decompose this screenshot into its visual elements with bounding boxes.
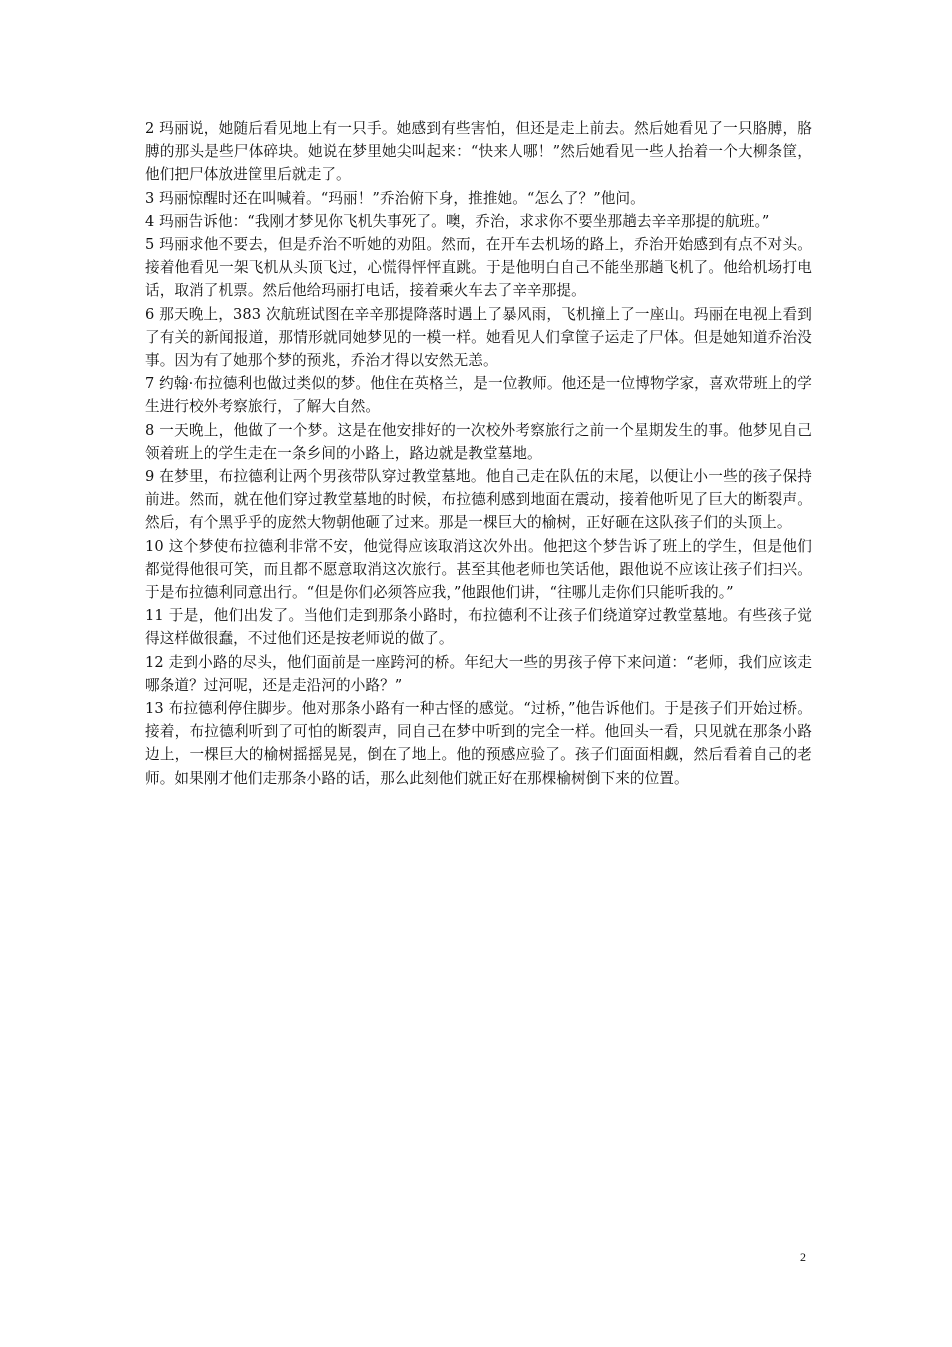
paragraph-12: 12 走到小路的尽头，他们面前是一座跨河的桥。年纪大一些的男孩子停下来问道：“老师，我们应该走哪条道？过河呢，还是走沿河的小路？” (145, 653, 812, 694)
paragraph-10: 10 这个梦使布拉德利非常不安，他觉得应该取消这次外出。他把这个梦告诉了班上的学生，但是他们都觉得他很可笑，而且都不愿意取消这次旅行。甚至其他老师也笑话他，跟他说不应该让孩子们扫兴。于是布拉德利同意出行。“但是你们必须答应我，”他跟他们讲，“往哪儿走你们只能听我的。” (145, 537, 812, 602)
page-number: 2 (800, 1250, 806, 1264)
paragraph-3: 3 玛丽惊醒时还在叫喊着。“玛丽！”乔治俯下身，推推她。“怎么了？”他问。 (145, 189, 645, 207)
paragraph-2: 2 玛丽说，她随后看见地上有一只手。她感到有些害怕，但还是走上前去。然后她看见了一只胳膊，胳膊的那头是些尸体碎块。她说在梦里她尖叫起来：“快来人哪！”然后她看见一些人抬着一个大柳条筐，他们把尸体放进筐里后就走了。 (145, 120, 812, 184)
paragraph-7: 7 约翰·布拉德利也做过类似的梦。他住在英格兰，是一位教师。他还是一位博物学家，喜欢带班上的学生进行校外考察旅行，了解大自然。 (145, 375, 812, 416)
paragraph-4: 4 玛丽告诉他：“我刚才梦见你飞机失事死了。噢，乔治，求求你不要坐那趟去辛辛那提的航班。” (145, 212, 770, 230)
paragraph-6: 6 那天晚上，383 次航班试图在辛辛那提降落时遇上了暴风雨，飞机撞上了一座山。玛丽在电视上看到了有关的新闻报道，那情形就同她梦见的一模一样。她看见人们拿筐子运走了尸体。但是她知道乔治没事。因为有了她那个梦的预兆，乔治才得以安然无恙。 (145, 305, 812, 370)
paragraph-13: 13 布拉德利停住脚步。他对那条小路有一种古怪的感觉。“过桥，”他告诉他们。于是孩子们开始过桥。接着，布拉德利听到了可怕的断裂声，同自己在梦中听到的完全一样。他回头一看，只见就在那条小路边上，一棵巨大的榆树摇摇晃晃，倒在了地上。他的预感应验了。孩子们面面相觑，然后看着自己的老师。如果刚才他们走那条小路的话，那么此刻他们就正好在那棵榆树倒下来的位置。 (145, 700, 812, 787)
paragraph-11: 11 于是，他们出发了。当他们走到那条小路时，布拉德利不让孩子们绕道穿过教堂墓地。有些孩子觉得这样做很蠢，不过他们还是按老师说的做了。 (145, 607, 812, 648)
paragraph-8: 8 一天晚上，他做了一个梦。这是在他安排好的一次校外考察旅行之前一个星期发生的事。他梦见自己领着班上的学生走在一条乡间的小路上，路边就是教堂墓地。 (145, 421, 812, 462)
page-body (145, 117, 812, 790)
paragraph-9: 9 在梦里，布拉德利让两个男孩带队穿过教堂墓地。他自己走在队伍的末尾，以便让小一些的孩子保持前进。然而，就在他们穿过教堂墓地的时候，布拉德利感到地面在震动，接着他听见了巨大的断裂声。然后，有个黑乎乎的庞然大物朝他砸了过来。那是一棵巨大的榆树，正好砸在这队孩子们的头顶上。 (145, 468, 812, 532)
paragraph-5: 5 玛丽求他不要去，但是乔治不听她的劝阻。然而，在开车去机场的路上，乔治开始感到有点不对头。接着他看见一架飞机从头顶飞过，心慌得怦怦直跳。于是他明白自己不能坐那趟飞机了。他给机场打电话，取消了机票。然后他给玛丽打电话，接着乘火车去了辛辛那提。 (145, 236, 812, 300)
